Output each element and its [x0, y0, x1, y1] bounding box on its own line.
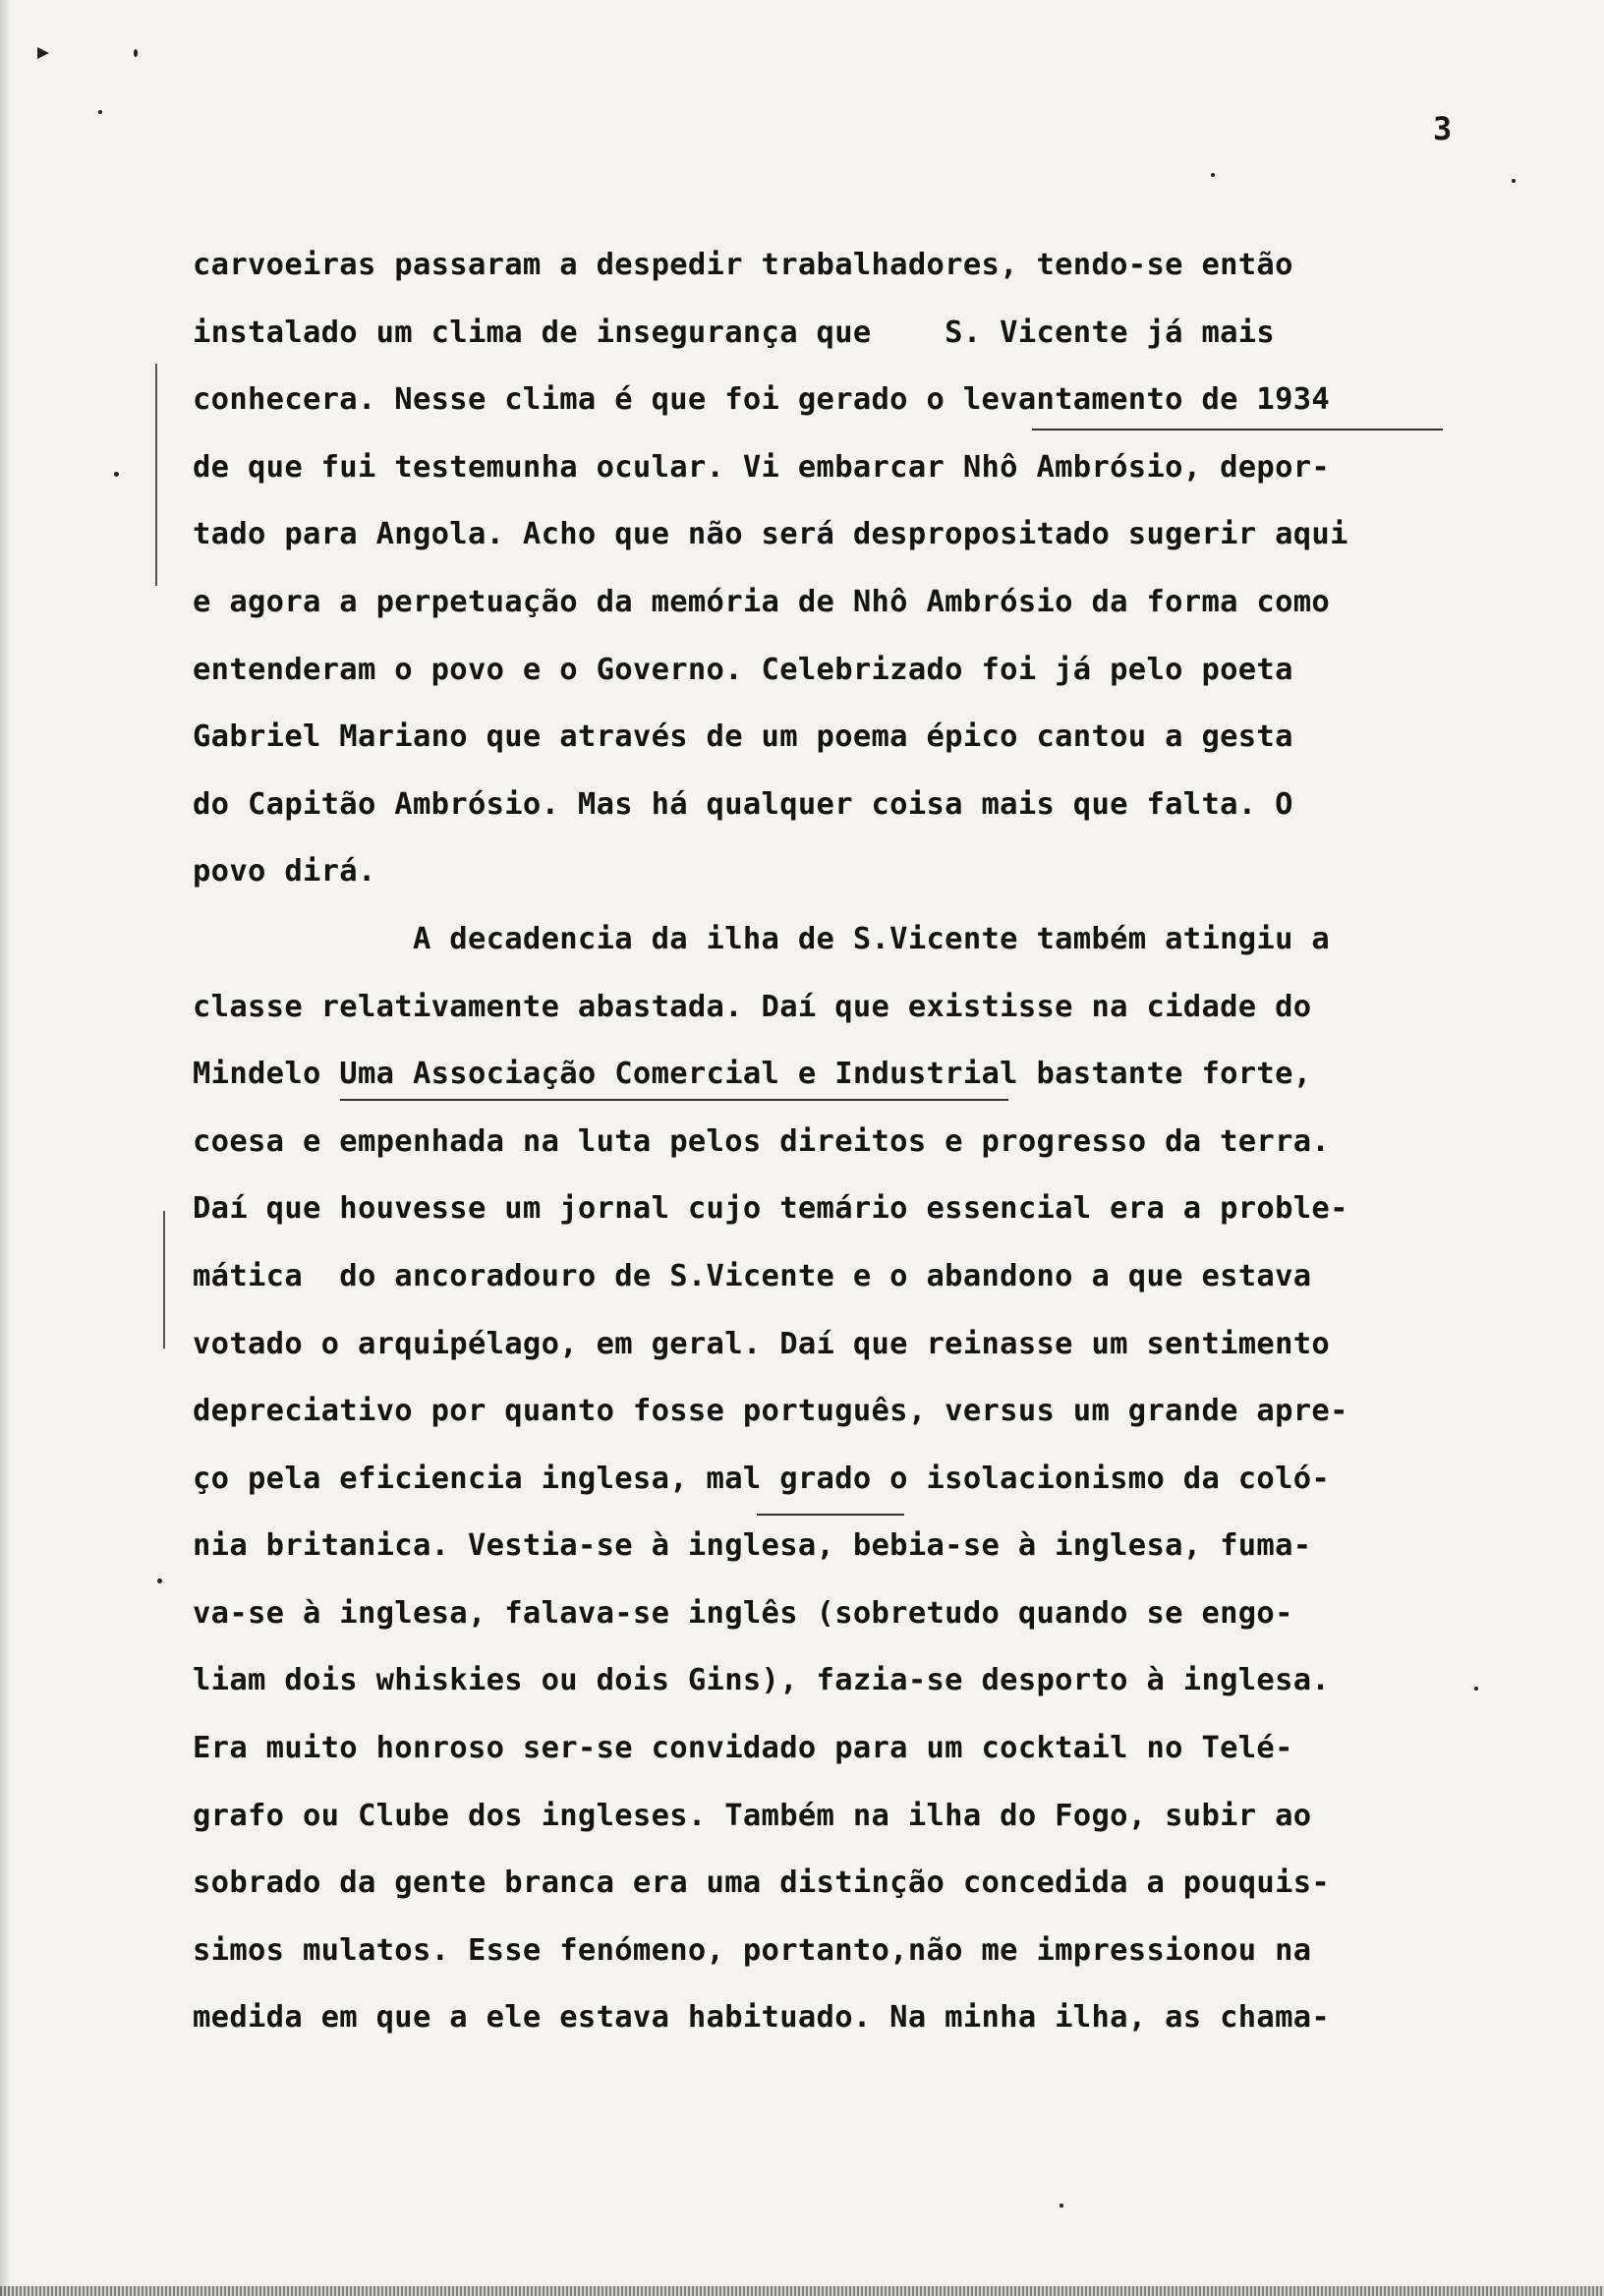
- text-line: mática do ancoradouro de S.Vicente e o abandono a que estava: [193, 1258, 1312, 1293]
- margin-mark: [155, 364, 157, 586]
- text-line: coesa e empenhada na luta pelos direitos e progresso da terra.: [193, 1123, 1331, 1159]
- speck: [157, 1578, 162, 1583]
- page-number: 3: [1433, 110, 1453, 147]
- speck: [98, 110, 102, 114]
- text-line: instalado um clima de insegurança que S. Vicente já mais: [193, 315, 1276, 350]
- text-line: sobrado da gente branca era uma distinção concedida a pouquis-: [193, 1866, 1331, 1901]
- text-line: conhecera. Nesse clima é que foi gerado o levantamento de 1934: [193, 382, 1331, 418]
- text-line: medida em que a ele estava habituado. Na minha ilha, as chama-: [193, 2000, 1331, 2036]
- text-line: tado para Angola. Acho que não será despropositado sugerir aqui: [193, 517, 1348, 552]
- text-line: de que fui testemunha ocular. Vi embarcar Nhô Ambrósio, depor-: [193, 449, 1331, 485]
- scan-edge-bottom: [0, 2286, 1604, 2296]
- arrow-icon: [37, 47, 49, 59]
- text-line: Era muito honroso ser-se convidado para um cocktail no Telé-: [193, 1731, 1293, 1766]
- speck: [134, 49, 138, 57]
- text-line: ço pela eficiencia inglesa, mal grado o isolacionismo da coló-: [193, 1461, 1331, 1496]
- text-line: Daí que houvesse um jornal cujo temário essencial era a proble-: [193, 1191, 1348, 1227]
- text-line: do Capitão Ambrósio. Mas há qualquer coisa mais que falta. O: [193, 786, 1293, 822]
- speck: [114, 472, 119, 477]
- text-line: e agora a perpetuação da memória de Nhô Ambrósio da forma como: [193, 584, 1331, 619]
- text-line: classe relativamente abastada. Daí que existisse na cidade do: [193, 989, 1312, 1024]
- text-line: carvoeiras passaram a despedir trabalhadores, tendo-se então: [193, 248, 1293, 282]
- text-line: Mindelo Uma Associação Comercial e Industrial bastante forte,: [193, 1057, 1312, 1092]
- speck: [1060, 2204, 1063, 2208]
- text-line: Gabriel Mariano que através de um poema épico cantou a gesta: [193, 719, 1293, 755]
- text-line: depreciativo por quanto fosse português, versus um grande apre-: [193, 1394, 1348, 1429]
- text-line: A decadencia da ilha de S.Vicente também atingiu a: [193, 921, 1331, 956]
- text-line: votado o arquipélago, em geral. Daí que reinasse um sentimento: [193, 1326, 1331, 1361]
- margin-mark: [163, 1211, 165, 1349]
- text-line: nia britanica. Vestia-se à inglesa, bebia-se à inglesa, fuma-: [193, 1528, 1312, 1564]
- scan-edge-left: [0, 0, 10, 2296]
- speck: [1211, 173, 1215, 177]
- text-line: va-se à inglesa, falava-se inglês (sobretudo quando se engo-: [193, 1595, 1293, 1631]
- text-line: liam dois whiskies ou dois Gins), fazia-se desporto à inglesa.: [193, 1663, 1331, 1698]
- text-line: entenderam o povo e o Governo. Celebrizado foi já pelo poeta: [193, 652, 1293, 687]
- body-text: [193, 244, 1490, 2064]
- speck: [1512, 179, 1516, 183]
- text-line: povo dirá.: [193, 854, 376, 890]
- text-line: grafo ou Clube dos ingleses. Também na ilha do Fogo, subir ao: [193, 1798, 1312, 1833]
- text-line: simos mulatos. Esse fenómeno, portanto,não me impressionou na: [193, 1932, 1312, 1968]
